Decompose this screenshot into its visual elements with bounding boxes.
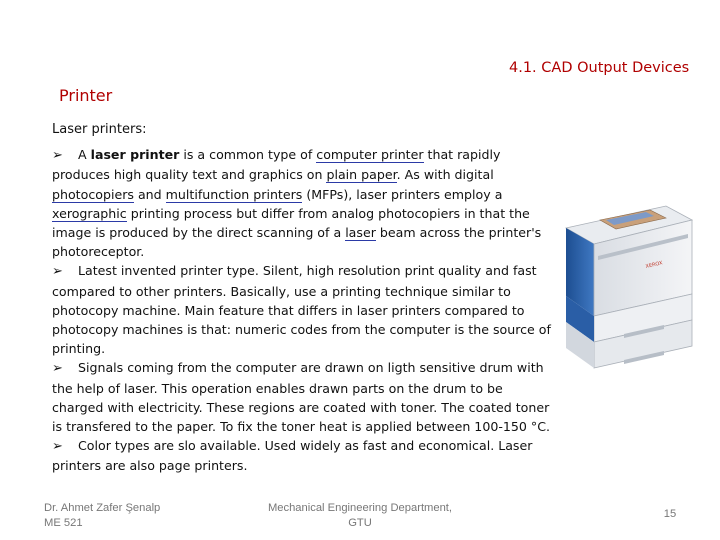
link-computer-printer[interactable]: computer printer: [316, 147, 424, 163]
arrow-right-icon: ➢: [52, 361, 63, 377]
bullet-text: . As with digital: [396, 167, 494, 183]
link-plain-paper[interactable]: plain paper: [326, 167, 397, 183]
page-number: 15: [663, 508, 677, 520]
footer-department: [238, 501, 482, 531]
bullet-color-types: [52, 436, 552, 475]
bullet-text: that rapidly produces high quality text and graphics on: [52, 147, 501, 183]
bullet-text: A: [78, 147, 91, 163]
bullet-text: printing process but differ from analog photocopiers in that the image is produced by the direct scanning of a: [52, 205, 530, 241]
laser-printer-image: [554, 198, 698, 370]
slide-title: Printer: [59, 86, 113, 105]
arrow-right-icon: ➢: [52, 264, 63, 280]
section-title: 4.1. CAD Output Devices: [509, 60, 690, 76]
bullet-signals: [52, 358, 552, 436]
slide-content: [52, 120, 552, 476]
link-photocopiers[interactable]: photocopiers: [52, 186, 134, 202]
bullet-text: and: [133, 186, 166, 202]
bullet-text: is a common type of: [179, 147, 317, 163]
arrow-right-icon: ➢: [52, 439, 63, 455]
footer-author: [44, 501, 160, 531]
bullet-latest-type: [52, 261, 552, 358]
bold-term: laser printer: [90, 147, 180, 163]
bullet-text: beam across the printer's photoreceptor.: [52, 225, 542, 260]
bullet-laser-definition: [52, 145, 552, 261]
bullet-text: Latest invented printer type. Silent, high resolution print quality and fast compared to other printers. Basically, use a printing technique similar to photocopy machine. Main feature that differs in laser printers compared to photocopy machines is that: numeric codes from the computer is the source of printing.: [52, 263, 551, 357]
footer-course-code: ME 521: [44, 517, 83, 529]
link-laser[interactable]: laser: [345, 225, 376, 241]
bullet-text: (MFPs), laser printers employ a: [302, 186, 503, 202]
bullet-text: Signals coming from the computer are drawn on ligth sensitive drum with the help of laser. This operation enables drawn parts on the drum to be charged with electricity. These regions are coated with toner. The coated toner is transfered to the paper. To fix the toner heat is applied between 100-150 °C.: [52, 360, 551, 435]
printer-brand-logo: XEROX: [645, 260, 664, 270]
arrow-right-icon: ➢: [52, 148, 63, 164]
link-multifunction-printers[interactable]: multifunction printers: [165, 186, 303, 202]
footer-university: GTU: [348, 517, 372, 529]
link-xerographic[interactable]: xerographic: [52, 205, 127, 221]
content-heading: Laser printers:: [52, 122, 147, 137]
bullet-text: Color types are slo available. Used widely as fast and economical. Laser printers are also page printers.: [52, 438, 533, 474]
footer-department-name: Mechanical Engineering Department,: [267, 502, 453, 514]
footer-author-name: Dr. Ahmet Zafer Şenalp: [44, 502, 161, 514]
